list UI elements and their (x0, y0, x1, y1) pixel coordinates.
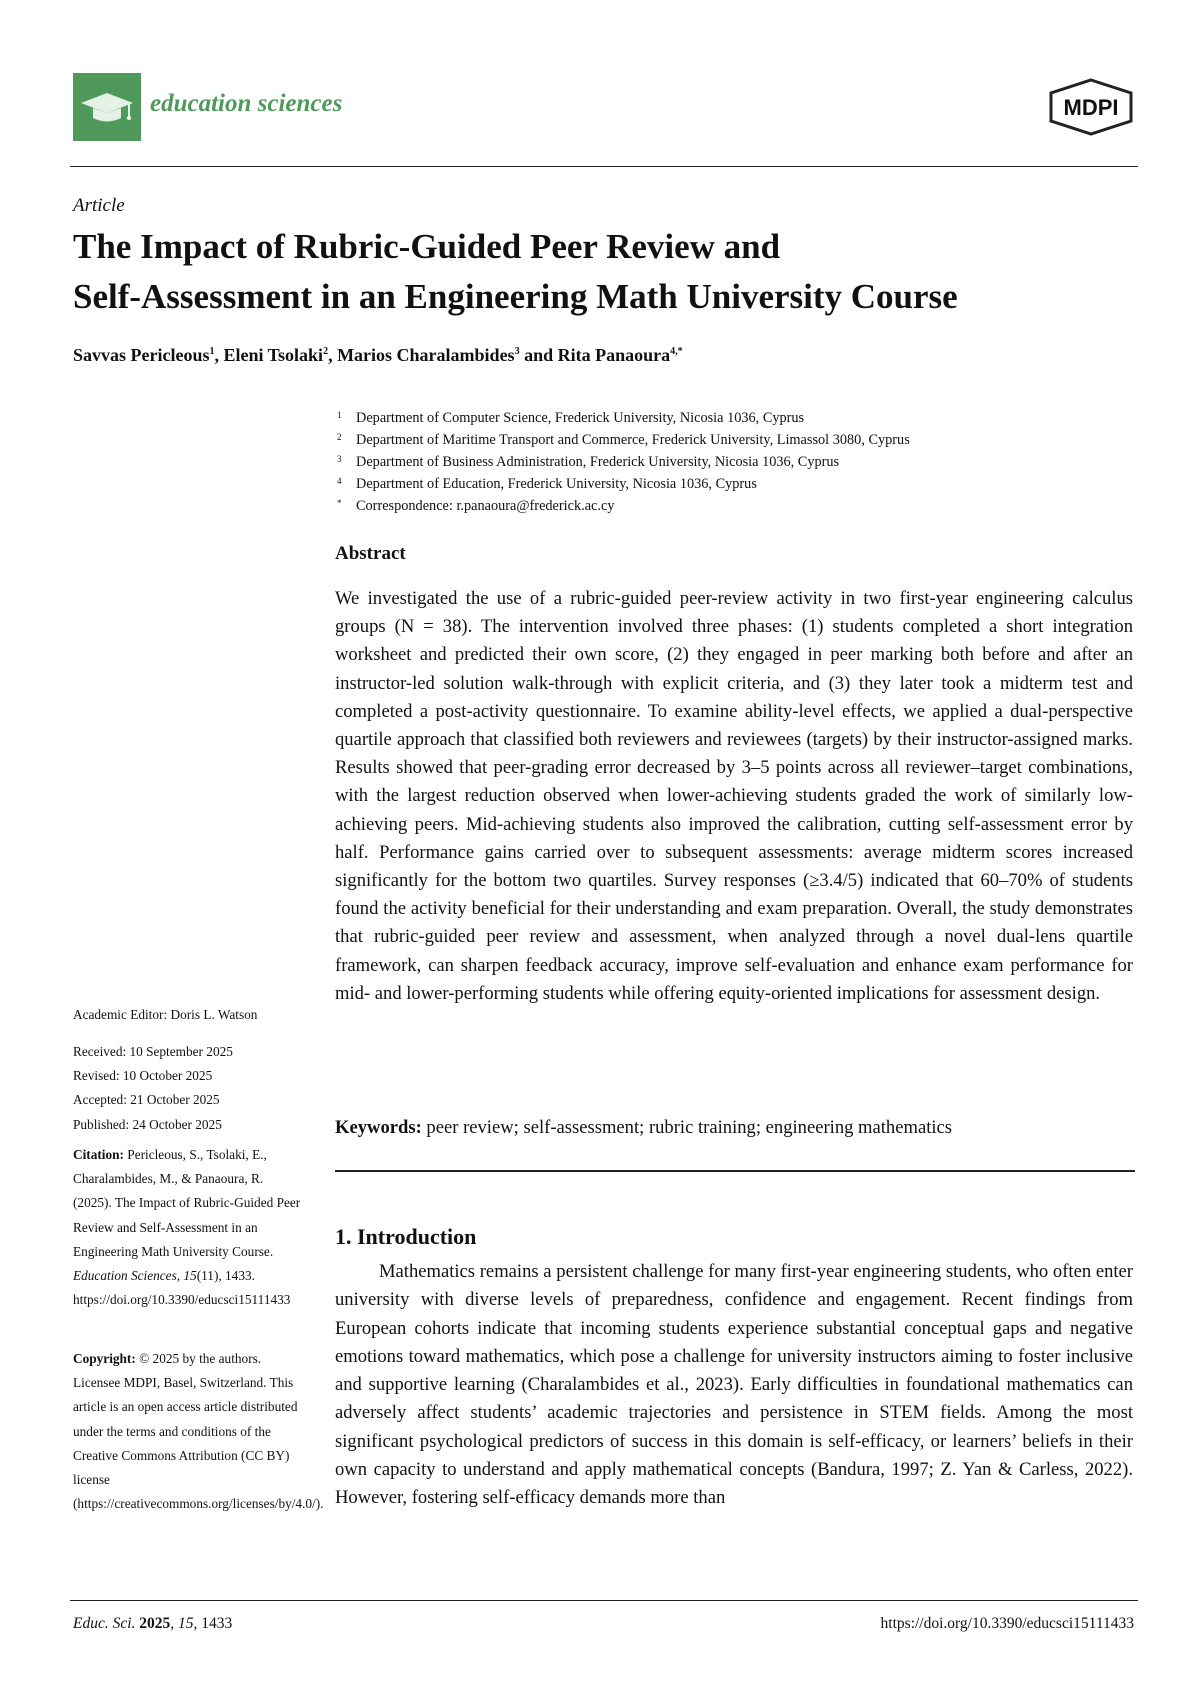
footer-journal-info: Educ. Sci. 2025, 15, 1433 (73, 1615, 233, 1632)
author-list (73, 345, 683, 366)
affiliation-list (335, 407, 1155, 517)
affiliation-item (335, 407, 1155, 429)
publication-dates (73, 1040, 313, 1137)
citation-text: Pericleous, S., Tsolaki, E., Charalambides, M., & Panaoura, R. (2025). The Impact of Rubric-Guided Peer Review and Self-Assessment in an Engineering Math University Course. (73, 1147, 301, 1259)
footer-journal-abbr: Educ. Sci. (73, 1615, 136, 1632)
author-name[interactable]: Savvas Pericleous (73, 345, 210, 365)
affiliation-item (335, 451, 1155, 473)
abstract-text: We investigated the use of a rubric-guided peer-review activity in two first-year engineering calculus groups (N = 38). The intervention involved three phases: (1) students completed a short integration worksheet and predicted their own score, (2) they engaged in peer marking both before and after an instructor-led solution walk-through with explicit criteria, and (3) they later took a midterm test and completed a post-activity questionnaire. To examine ability-level effects, we applied a dual-perspective quartile approach that classified both reviewers and reviewees (targets) by their instructor-assigned marks. Results showed that peer-grading error decreased by 3–5 points across all reviewer–target combinations, with the largest reduction observed when lower-achieving students graded the work of similarly low-achieving peers. Mid-achieving students also improved the calibration, cutting self-assessment error by half. Performance gains carried over to subsequent assessments: average midterm scores increased significantly for the bottom two quartiles. Survey responses (≥3.4/5) indicated that 60–70% of students found the activity beneficial for their understanding and exam preparation. Overall, the study demonstrates that rubric-guided peer review and assessment, when analyzed through a novel dual-lens quartile framework, can sharpen feedback accuracy, improve self-evaluation and enhance exam performance for mid- and lower-performing students while offering equity-oriented implications for assessment design. (335, 588, 1133, 1004)
author-separator: and (519, 345, 558, 365)
section-divider (335, 1170, 1135, 1172)
received-date: Received: 10 September 2025 (73, 1044, 233, 1059)
citation-block: Citation: Pericleous, S., Tsolaki, E., Charalambides, M., & Panaoura, R. (2025). The Impact of Rubric-Guided Peer Review and Self-Assessment in an Engineering Math University Course. Education Sciences, 15(11), 1433. https://doi.org/10.3390/educsci15111433 (73, 1147, 301, 1308)
revised-date: Revised: 10 October 2025 (73, 1068, 213, 1084)
affiliation-text: Department of Business Administration, Frederick University, Nicosia 1036, Cyprus (356, 454, 840, 470)
title-line-2: Self-Assessment in an Engineering Math University Course (73, 277, 958, 316)
affiliation-mark: 1 (337, 410, 342, 420)
keywords-label: Keywords: (335, 1117, 422, 1138)
affiliation-text: Department of Education, Frederick University, Nicosia 1036, Cyprus (356, 476, 757, 492)
publisher-name: MDPI (1063, 95, 1119, 120)
citation-volume: 15 (183, 1268, 197, 1284)
author-affiliation-mark: 2 (323, 346, 329, 357)
article-type: Article (73, 195, 125, 216)
author-separator: , (214, 345, 224, 365)
mdpi-logo[interactable] (1046, 78, 1136, 136)
affiliation-mark: 4 (337, 476, 342, 486)
published-date: Published: 24 October 2025 (73, 1116, 222, 1132)
title-line-1: The Impact of Rubric-Guided Peer Review and (73, 227, 781, 266)
keywords (335, 1114, 1135, 1142)
author-affiliation-mark: 1 (209, 346, 215, 357)
keywords-text: peer review; self-assessment; rubric training; engineering mathematics (426, 1117, 953, 1138)
section-heading-introduction: 1. Introduction (335, 1224, 477, 1249)
header-divider (70, 166, 1138, 167)
abstract-heading: Abstract (335, 543, 406, 564)
author-affiliation-mark: 3 (514, 346, 520, 357)
correspondence-item[interactable] (335, 495, 1155, 517)
academic-editor: Academic Editor: Doris L. Watson (73, 1007, 258, 1022)
affiliation-item (335, 473, 1155, 495)
citation-label: Citation: (73, 1147, 124, 1162)
graduation-cap-icon (73, 73, 141, 141)
copyright-text: © 2025 by the authors. Licensee MDPI, Basel, Switzerland. This article is an open access article distributed under the terms and conditions of the Creative Commons Attribution (CC BY) license (https://creativecommons.org/licenses/by/4.0/). (73, 1351, 324, 1512)
footer-year: 2025 (139, 1615, 171, 1632)
author-name[interactable]: Rita Panaoura (557, 345, 671, 365)
article-title (73, 222, 1123, 322)
footer-article-number: , 1433 (193, 1615, 233, 1632)
accepted-date: Accepted: 21 October 2025 (73, 1092, 220, 1108)
footer-divider (70, 1600, 1138, 1601)
affiliation-text: Department of Computer Science, Frederick University, Nicosia 1036, Cyprus (356, 410, 805, 426)
copyright-label: Copyright: (73, 1351, 136, 1366)
author-name[interactable]: Marios Charalambides (337, 345, 515, 365)
affiliation-mark: 2 (337, 432, 342, 442)
footer-volume: 15 (178, 1615, 194, 1632)
affiliation-mark: * (337, 498, 342, 508)
journal-name[interactable]: education sciences (150, 90, 343, 117)
citation-journal: Education Sciences (73, 1268, 177, 1284)
introduction-text: Mathematics remains a persistent challenge for many first-year engineering students, who often enter university with diverse levels of preparedness, confidence and engagement. Recent findings from European cohorts indicate that incoming students experience substantial conceptual gaps and negative emotions toward mathematics, which pose a challenge for university instructors aiming to foster inclusive and supportive learning (Charalambides et al., 2023). Early difficulties in foundational mathematics can adversely affect students’ academic trajectories and persistence in STEM fields. Among the most significant psychological predictors of success in this domain is self-efficacy, or learners’ beliefs in their own capacity to understand and apply mathematical concepts (Bandura, 1997; Z. Yan & Carless, 2022). However, fostering self-efficacy demands more than (335, 1261, 1133, 1509)
citation-doi[interactable]: (11), 1433. https://doi.org/10.3390/educsci15111433 (73, 1268, 291, 1308)
footer-doi-link[interactable]: https://doi.org/10.3390/educsci15111433 (880, 1615, 1134, 1632)
journal-logo (73, 73, 141, 141)
author-name[interactable]: Eleni Tsolaki (223, 345, 324, 365)
affiliation-text: Department of Maritime Transport and Commerce, Frederick University, Limassol 3080, Cyprus (356, 432, 910, 448)
affiliation-mark: 3 (337, 454, 342, 464)
copyright-block (73, 1347, 324, 1516)
author-separator: , (328, 345, 338, 365)
affiliation-item (335, 429, 1155, 451)
correspondence-text[interactable]: Correspondence: r.panaoura@frederick.ac.cy (356, 498, 615, 514)
author-affiliation-mark: 4,* (670, 346, 683, 357)
